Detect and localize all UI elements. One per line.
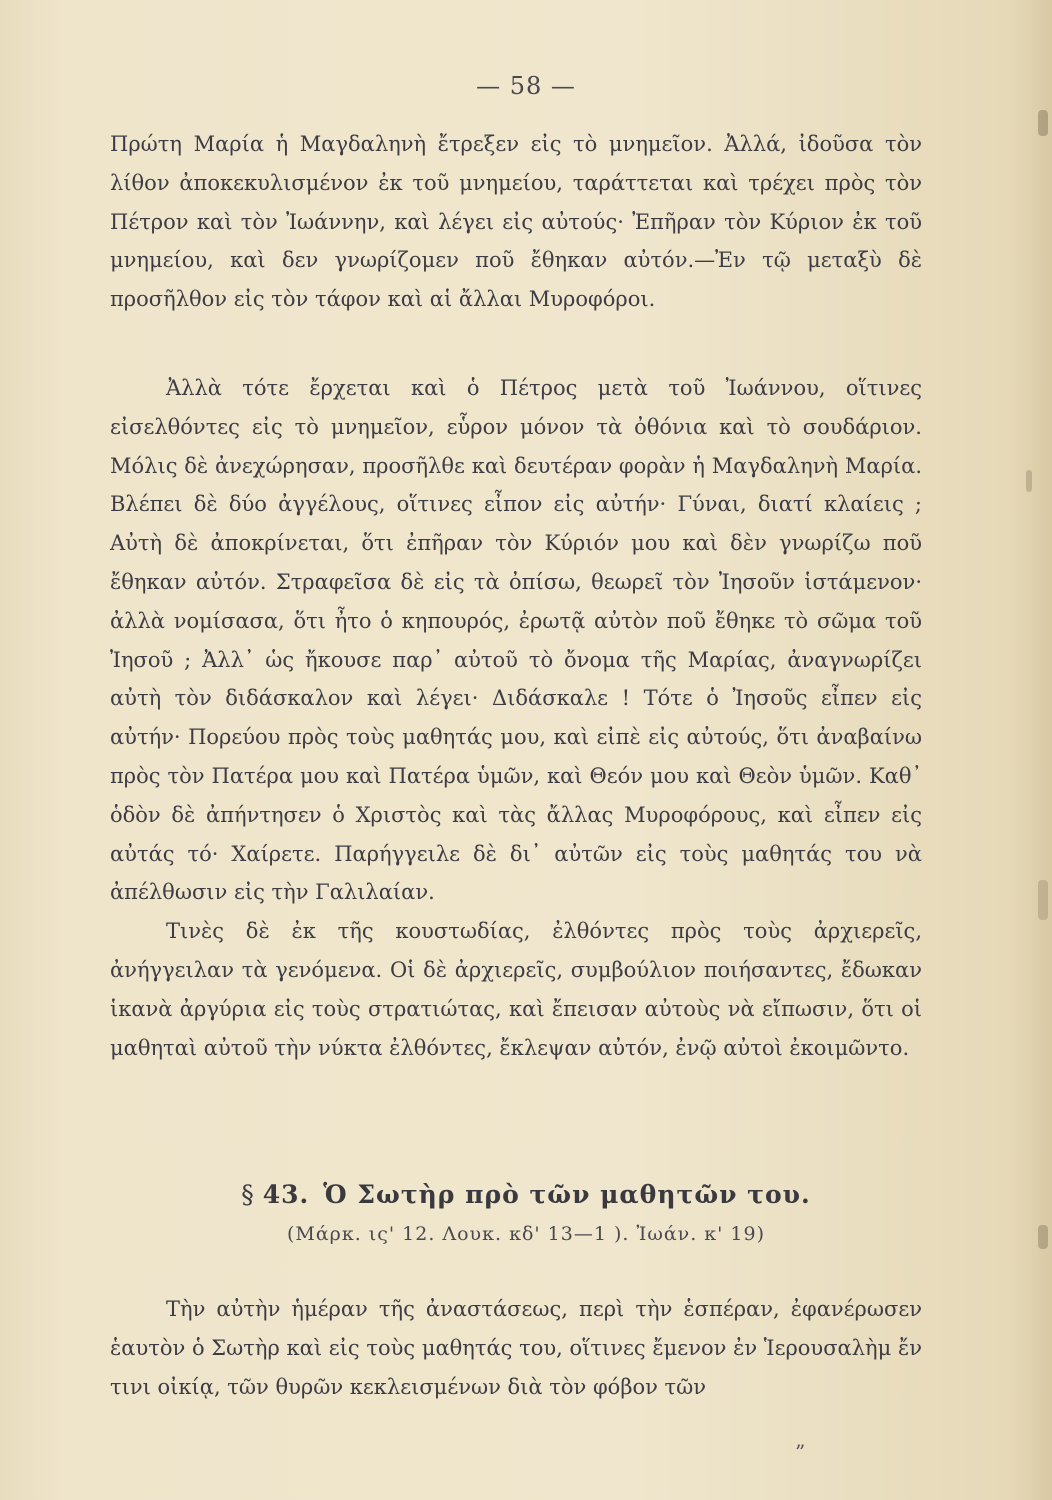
paragraph-text: Ἀλλὰ τότε ἔρχεται καὶ ὁ Πέτρος μετὰ τοῦ Ἰωάννου, οἵτινες εἰσελθόντες εἰς τὸ μνημεῖον, εὗρον μόνον τὰ ὀθόνια καὶ τὸ σουδάριον. Μόλις δὲ ἀνεχώρησαν, προσῆλθε καὶ δευτέραν φορὰν ἡ Μαγδαληνὴ Μαρία. Βλέπει δὲ δύο ἀγγέλους, οἵτινες εἶπον εἰς αὐτήν· Γύναι, διατί κλαίεις ; Αὐτὴ δὲ ἀποκρίνεται, ὅτι ἐπῆραν τὸν Κύριόν μου καὶ δὲν γνωρίζω ποῦ ἔθηκαν αὐτόν. Στραφεῖσα δὲ εἰς τὰ ὀπίσω, θεωρεῖ τὸν Ἰησοῦν ἱστάμενον· ἀλλὰ νομίσασα, ὅτι ἦτο ὁ κηπουρός, ἐρωτᾷ αὐτὸν ποῦ ἔθηκε τὸ σῶμα τοῦ Ἰησοῦ ; Ἀλλ᾽ ὡς ἤκουσε παρ᾽ αὐτοῦ τὸ ὄνομα τῆς Μαρίας, ἀναγνωρίζει αὐτὴ τὸν διδάσκαλον καὶ λέγει· Διδάσκαλε ! Τότε ὁ Ἰησοῦς εἶπεν εἰς αὐτήν· Πορεύου πρὸς τοὺς μαθητάς μου, καὶ εἰπὲ εἰς αὐτούς, ὅτι ἀναβαίνω πρὸς τὸν Πατέρα μου καὶ Πατέρα ὑμῶν, καὶ Θεόν μου καὶ Θεὸν ὑμῶν. Καθ᾽ ὁδὸν δὲ ἀπήντησεν ὁ Χριστὸς καὶ τὰς ἄλλας Μυροφόρους, καὶ εἶπεν εἰς αὐτάς τό· Χαίρετε. Παρήγγειλε δὲ δι᾽ αὐτῶν εἰς τοὺς μαθητάς του νὰ ἀπέλθωσιν εἰς τὴν Γαλιλαίαν. xyxy=(110,376,922,905)
paragraph-peter-john xyxy=(110,369,922,1067)
section-reference: (Μάρκ. ις' 12. Λουκ. κδ' 13—1 ). Ἰωάν. κ' 19) xyxy=(286,1223,766,1245)
section-symbol: § xyxy=(241,1180,255,1209)
section-title-line xyxy=(0,1180,1052,1209)
stray-ink-mark: ” xyxy=(795,1440,806,1464)
paragraph-appearance xyxy=(110,1290,922,1406)
section-number: 43. xyxy=(262,1180,310,1209)
page-edge-stain xyxy=(1026,470,1032,492)
page-edge-stain xyxy=(1038,880,1048,920)
page-edge-stain xyxy=(1038,110,1048,136)
paragraph-text: Πρώτη Μαρία ἡ Μαγδαληνὴ ἔτρεξεν εἰς τὸ μνημεῖον. Ἀλλά, ἰδοῦσα τὸν λίθον ἀποκεκυλισμένον ἐκ τοῦ μνημείου, ταράττεται καὶ τρέχει πρὸς τὸν Πέτρον καὶ τὸν Ἰωάννην, καὶ λέγει εἰς αὐτούς· Ἐπῆραν τὸν Κύριον ἐκ τοῦ μνημείου, καὶ δεν γνωρίζομεν ποῦ ἔθηκαν αὐτόν.—Ἐν τῷ μεταξὺ δὲ προσῆλθον εἰς τὸν τάφον καὶ αἱ ἄλλαι Μυροφόροι. xyxy=(110,132,922,312)
page-number: — 58 — xyxy=(476,72,576,100)
section-heading xyxy=(0,1180,1052,1245)
paragraph-text: Τινὲς δὲ ἐκ τῆς κουστωδίας, ἐλθόντες πρὸς τοὺς ἀρχιερεῖς, ἀνήγγειλαν τὰ γενόμενα. Οἱ δὲ ἀρχιερεῖς, συμβούλιον ποιήσαντες, ἔδωκαν ἱκανὰ ἀργύρια εἰς τοὺς στρατιώτας, καὶ ἔπεισαν αὐτοὺς νὰ εἴπωσιν, ὅτι οἱ μαθηταὶ αὐτοῦ τὴν νύκτα ἐλθόντες, ἔκλεψαν αὐτόν, ἐνῷ αὐτοὶ ἐκοιμῶντο. xyxy=(110,919,922,1060)
paragraph-text: Τὴν αὐτὴν ἡμέραν τῆς ἀναστάσεως, περὶ τὴν ἑσπέραν, ἐφανέρωσεν ἑαυτὸν ὁ Σωτὴρ καὶ εἰς τοὺς μαθητάς του, οἵτινες ἔμενον ἐν Ἱερουσαλὴμ ἔν τινι οἰκίᾳ, τῶν θυρῶν κεκλεισμένων διὰ τὸν φόβον τῶν xyxy=(110,1297,922,1399)
paragraph-magdalene xyxy=(110,125,922,319)
page-edge-stain xyxy=(1038,1225,1048,1249)
section-title: Ὁ Σωτὴρ πρὸ τῶν μαθητῶν του. xyxy=(323,1180,811,1209)
